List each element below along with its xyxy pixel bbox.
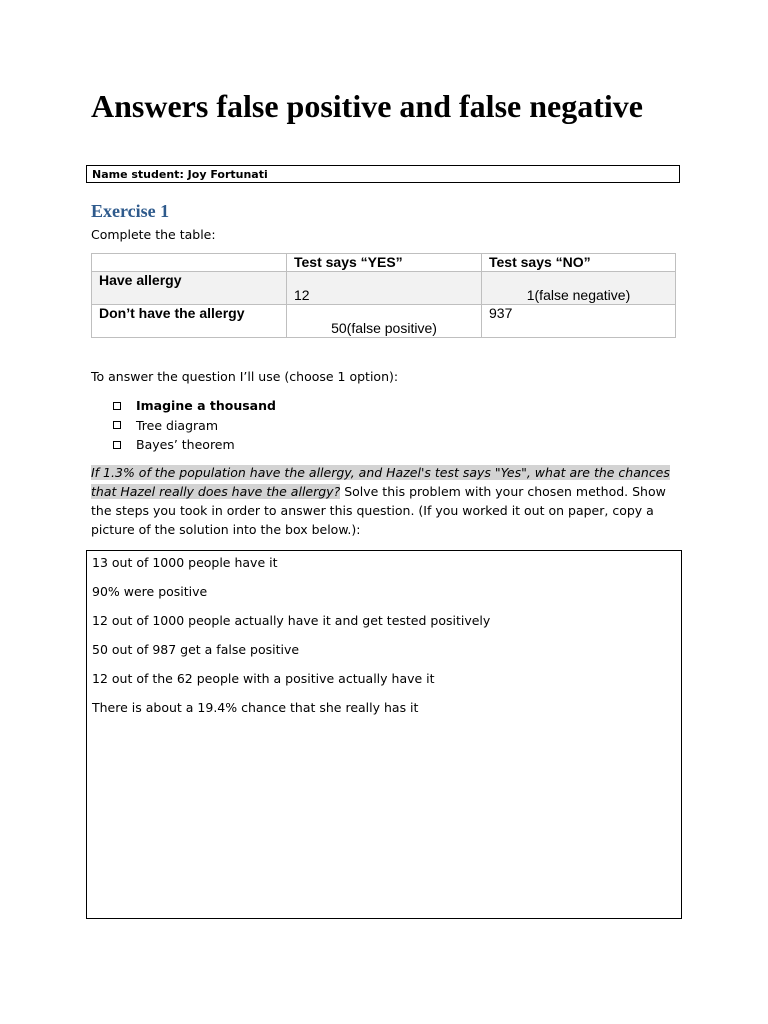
table-row bbox=[92, 305, 676, 338]
solution-line: There is about a 19.4% chance that she really has it bbox=[92, 700, 419, 715]
cell-no-allergy-yes[interactable] bbox=[287, 305, 482, 338]
page-title: Answers false positive and false negative bbox=[91, 88, 643, 124]
complete-table-instruction: Complete the table: bbox=[91, 227, 216, 242]
student-name-text: Name student: Joy Fortunati bbox=[92, 168, 268, 181]
solution-line: 50 out of 987 get a false positive bbox=[92, 642, 300, 657]
row-label-text: Don’t have the allergy bbox=[99, 305, 245, 321]
table-header-empty bbox=[92, 254, 287, 272]
cell-value: 937 bbox=[489, 305, 513, 321]
exercise-heading: Exercise 1 bbox=[91, 201, 170, 221]
option-tree-diagram[interactable] bbox=[113, 416, 276, 436]
method-prompt: To answer the question I’ll use (choose 1 option): bbox=[91, 369, 399, 384]
question-paragraph bbox=[91, 463, 677, 539]
checkbox-icon[interactable] bbox=[113, 441, 121, 449]
solution-line: 12 out of 1000 people actually have it and get tested positively bbox=[92, 613, 491, 628]
cell-have-allergy-no[interactable] bbox=[482, 272, 676, 305]
solution-line: 90% were positive bbox=[92, 584, 208, 599]
option-label: Imagine a thousand bbox=[136, 398, 276, 414]
cell-no-allergy-no[interactable] bbox=[482, 305, 676, 338]
table-header-no: Test says “NO” bbox=[482, 254, 676, 272]
option-label: Tree diagram bbox=[136, 417, 218, 433]
solution-line: 13 out of 1000 people have it bbox=[92, 555, 278, 570]
solution-line: 12 out of the 62 people with a positive actually have it bbox=[92, 671, 435, 686]
student-name-field[interactable] bbox=[86, 165, 680, 183]
cell-value: 1(false negative) bbox=[526, 287, 631, 303]
solution-box[interactable] bbox=[86, 550, 682, 919]
cell-have-allergy-yes[interactable] bbox=[287, 272, 482, 305]
option-imagine-a-thousand[interactable] bbox=[113, 396, 276, 416]
checkbox-icon[interactable] bbox=[113, 402, 121, 410]
table-header-yes: Test says “YES” bbox=[287, 254, 482, 272]
table-header-row bbox=[92, 254, 676, 272]
method-options bbox=[113, 396, 276, 455]
row-label-no-allergy bbox=[92, 305, 287, 338]
highlighted-question: If 1.3% of the population have the allergy, and Hazel's test says "Yes", what are the chances that Hazel really does have the allergy? bbox=[91, 465, 670, 499]
question-instructions: Solve this problem with your chosen method. Show the steps you took in order to answer this question. (If you worked it out on paper, copy a picture of the solution into the box below.): bbox=[91, 484, 666, 537]
allergy-table bbox=[91, 253, 676, 338]
option-label: Bayes’ theorem bbox=[136, 437, 235, 453]
table-row bbox=[92, 272, 676, 305]
row-label-text: Have allergy bbox=[99, 272, 182, 288]
cell-value: 50(false positive) bbox=[331, 320, 437, 336]
checkbox-icon[interactable] bbox=[113, 421, 121, 429]
option-bayes-theorem[interactable] bbox=[113, 435, 276, 455]
row-label-have-allergy bbox=[92, 272, 287, 305]
cell-value: 12 bbox=[294, 287, 310, 303]
